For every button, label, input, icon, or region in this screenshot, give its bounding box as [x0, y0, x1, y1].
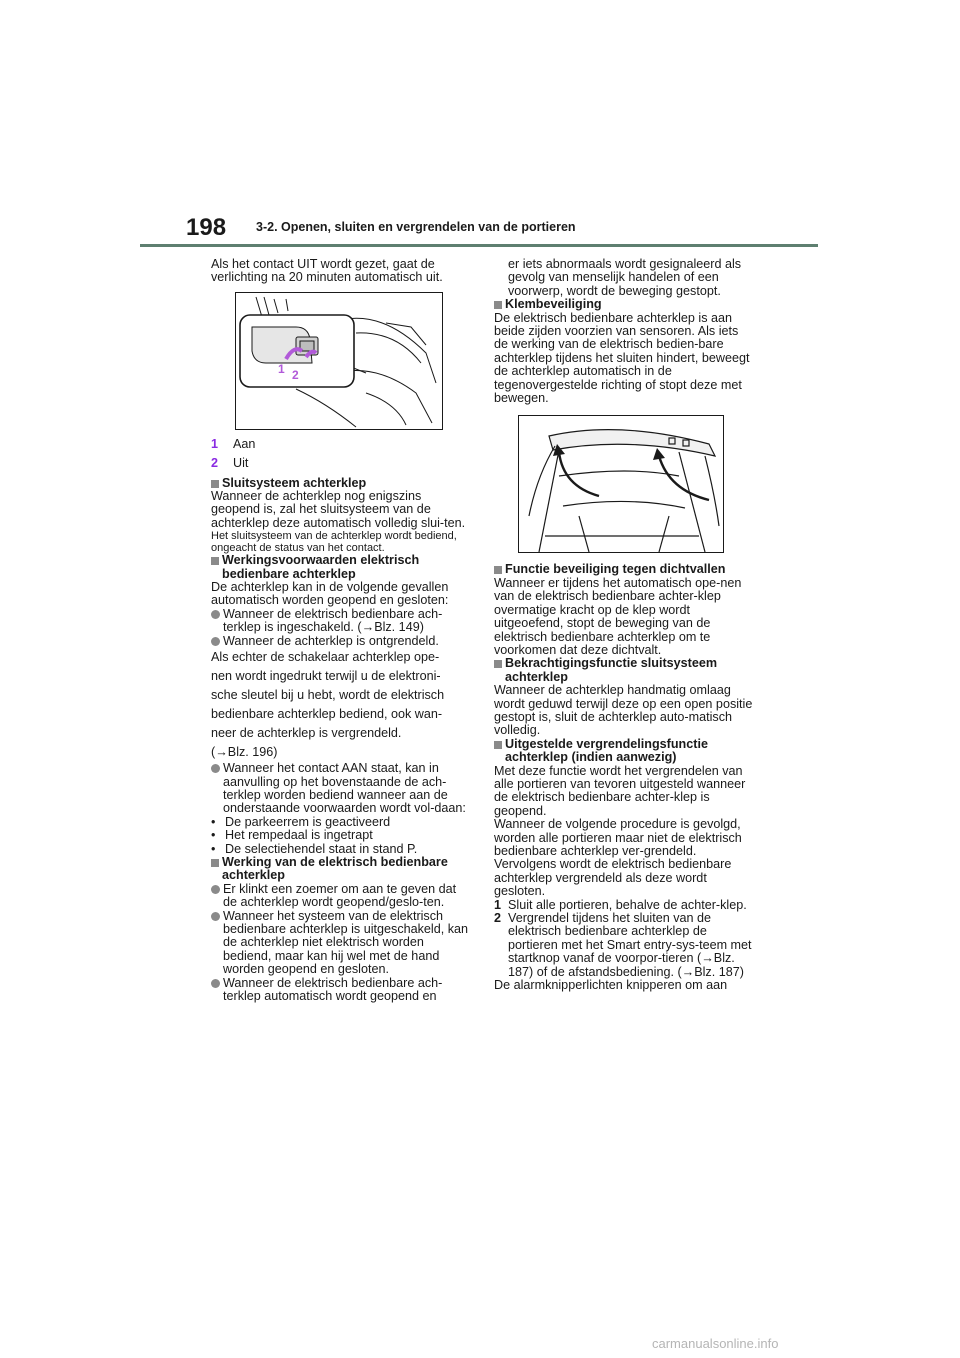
paragraph: Wanneer de achterklep handmatig omlaag wordt geduwd terwijl deze op een open positie gestopt is, sluit de achterklep auto-matisch volledig.: [494, 683, 753, 738]
section-heading: Klembeveiliging: [494, 298, 754, 311]
paragraph: De elektrisch bedienbare achterklep is aan beide zijden voorzien van sensoren. Als iets de werking van de elektrisch bedien-bare achterklep tijdens het sluiten hindert, beweegt de achterklep automatisch in de tegenovergestelde richting of stopt deze met bewegen.: [494, 310, 750, 406]
list-item: Wanneer het contact AAN staat, kan in aanvulling op het bovenstaande de ach-terklep worden bediend wanneer aan de onderstaande voorwaarden wordt vol-daan:: [211, 762, 471, 816]
square-bullet-icon: [211, 480, 219, 488]
small-note: Het sluitsysteem van de achterklep wordt bediend, ongeacht de status van het contact.: [211, 530, 457, 555]
circle-bullet-icon: [211, 637, 220, 646]
paragraph: Wanneer de achterklep nog enigszins geopend is, zal het sluitsysteem van de achterklep deze automatisch volledig slui-ten.: [211, 489, 466, 530]
right-column: [494, 258, 754, 992]
dash-item: • De selectiehendel staat in stand P.: [211, 841, 418, 856]
header-rule: [140, 244, 818, 247]
section-title: 3-2. Openen, sluiten en vergrendelen van de portieren: [256, 220, 576, 234]
list-item: Wanneer de elektrisch bedienbare ach-terklep is ingeschakeld. (→Blz. 149): [211, 608, 471, 635]
page-number: 198: [186, 214, 227, 241]
figure-label-2: 2: [292, 367, 299, 382]
paragraph: er iets abnormaals wordt gesignaleerd als gevolg van menselijk handelen of een voorwerp, wordt de beweging gestopt.: [508, 257, 742, 298]
switch-figure: [235, 292, 443, 430]
circle-bullet-icon: [211, 610, 220, 619]
paragraph: De achterklep kan in de volgende gevallen automatisch worden geopend en gesloten:: [211, 580, 449, 608]
square-bullet-icon: [494, 301, 502, 309]
tailgate-illustration: [519, 416, 723, 552]
watermark: carmanualsonline.info: [652, 1336, 779, 1351]
square-bullet-icon: [211, 557, 219, 565]
tailgate-figure: [518, 415, 724, 553]
circle-bullet-icon: [211, 885, 220, 894]
square-bullet-icon: [211, 859, 219, 867]
paragraph: Wanneer de volgende procedure is gevolgd, worden alle portieren maar niet de elektrisch bedienbare achterklep ver-grendeld. Vervolgens wordt de elektrisch bedienbare achterklep vergrendeld als deze wordt gesloten.: [494, 817, 742, 899]
left-column: [211, 258, 471, 1003]
section-heading: Functie beveiliging tegen dichtvallen: [494, 563, 754, 576]
legend-item-1: 1 Aan: [211, 436, 256, 451]
paragraph: De alarmknipperlichten knipperen om aan: [494, 978, 728, 993]
spaced-paragraph: Als echter de schakelaar achterklep ope- nen wordt ingedrukt terwijl u de elektroni- sche sleutel bij u hebt, wordt de elektrisch bedienbare achterklep bediend, ook wan- neer de achterklep is vergrendeld. (→Blz. 196): [211, 650, 445, 760]
circle-bullet-icon: [211, 764, 220, 773]
section-heading: Sluitsysteem achterklep: [211, 477, 471, 490]
dash-item: • Het rempedaal is ingetrapt: [211, 828, 373, 843]
paragraph: Wanneer er tijdens het automatisch ope-nen van de elektrisch bedienbare achter-klep overmatige kracht op de klep wordt uitgeoefend, stopt de beweging van de elektrisch bedienbare achterklep om te voorkomen dat deze dichtvalt.: [494, 575, 742, 657]
list-item: Wanneer de elektrisch bedienbare ach-terklep automatisch wordt geopend en: [211, 977, 471, 1004]
step-item: 1 Sluit alle portieren, behalve de achter-klep.: [494, 897, 747, 912]
list-item: Er klinkt een zoemer om aan te geven dat de achterklep wordt geopend/geslo-ten.: [211, 883, 471, 910]
circle-bullet-icon: [211, 979, 220, 988]
switch-illustration: [236, 293, 442, 429]
list-item: Wanneer de achterklep is ontgrendeld.: [211, 635, 471, 648]
dash-item: • De parkeerrem is geactiveerd: [211, 814, 391, 829]
square-bullet-icon: [494, 566, 502, 574]
section-heading: Werkingsvoorwaarden elektrisch bedienbare achterklep: [211, 554, 471, 581]
list-item: Wanneer het systeem van de elektrisch bedienbare achterklep is uitgeschakeld, kan de achterklep niet elektrisch worden bediend, maar kan hij wel met de hand worden geopend en gesloten.: [211, 910, 471, 977]
step-item: 2 Vergrendel tijdens het sluiten van de elektrisch bedienbare achterklep de portieren met het Smart entry-sys-teem met startknop vanaf de voorpor-tieren (→Blz. 187) of de afstandsbediening. (→Blz. 187): [494, 911, 752, 979]
section-heading: Uitgestelde vergrendelingsfunctie achterklep (indien aanwezig): [494, 738, 754, 765]
section-heading: Werking van de elektrisch bedienbare achterklep: [211, 856, 471, 883]
circle-bullet-icon: [211, 912, 220, 921]
intro-text: Als het contact UIT wordt gezet, gaat de verlichting na 20 minuten automatisch uit.: [211, 257, 443, 285]
section-heading: Bekrachtigingsfunctie sluitsysteem achterklep: [494, 657, 754, 684]
paragraph: Met deze functie wordt het vergrendelen van alle portieren van tevoren uitgesteld wanneer de elektrisch bedienbare achter-klep is geopend.: [494, 763, 746, 818]
square-bullet-icon: [494, 741, 502, 749]
legend-item-2: 2 Uit: [211, 456, 249, 471]
figure-label-1: 1: [278, 361, 285, 376]
square-bullet-icon: [494, 660, 502, 668]
